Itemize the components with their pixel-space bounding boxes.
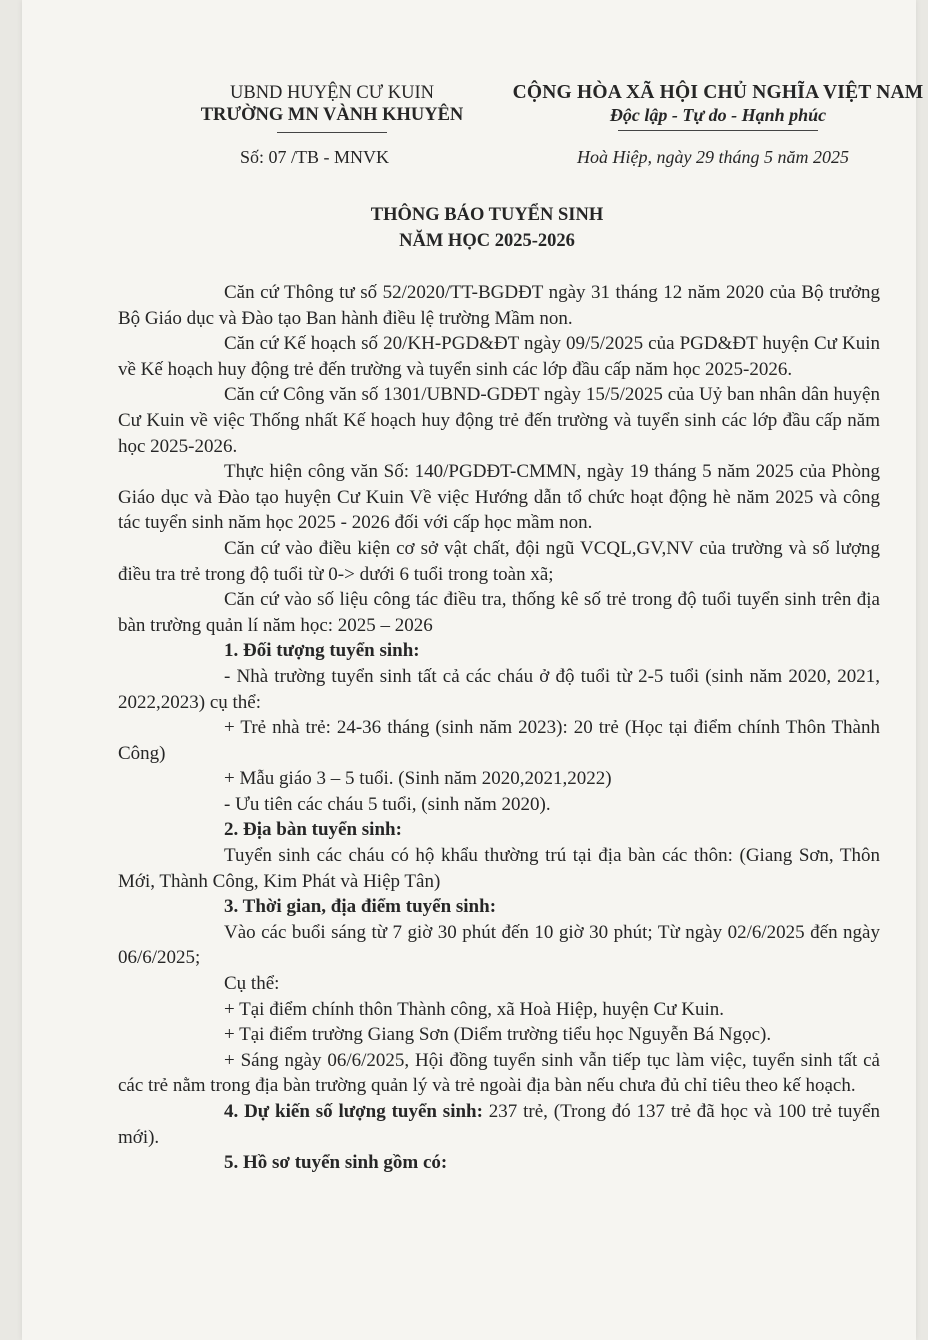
section-1-heading: 1. Đối tượng tuyển sinh: bbox=[224, 640, 420, 662]
national-motto bbox=[488, 82, 928, 131]
section-1-item: - Ưu tiên các cháu 5 tuổi, (sinh năm 2020). bbox=[224, 793, 551, 815]
section-3-item: + Sáng ngày 06/6/2025, Hội đồng tuyển sinh vẫn tiếp tục làm việc, tuyển sinh tất cả các trẻ nằm trong địa bàn trường quản lý và trẻ ngoài địa bàn nếu chưa đủ chỉ tiêu theo kế hoạch. bbox=[118, 1049, 880, 1097]
title-line-1: THÔNG BÁO TUYỂN SINH bbox=[370, 205, 604, 225]
issuing-authority bbox=[182, 82, 482, 133]
paragraph-legal-basis-1: Căn cứ Thông tư số 52/2020/TT-BGDĐT ngày 31 tháng 12 năm 2020 của Bộ trưởng Bộ Giáo dục và Đào tạo Ban hành điều lệ trường Mầm non. bbox=[118, 282, 880, 329]
section-4 bbox=[118, 1099, 880, 1150]
motto: Độc lập - Tự do - Hạnh phúc bbox=[609, 105, 827, 125]
document-number: Số: 07 /TB - MNVK bbox=[240, 147, 390, 167]
section-1-item: - Nhà trường tuyển sinh tất cả các cháu ở độ tuổi từ 2-5 tuổi (sinh năm 2020, 2021, 2022,2023) cụ thể: bbox=[118, 665, 880, 713]
motto-underline bbox=[618, 130, 818, 131]
authority-school: TRƯỜNG MN VÀNH KHUYÊN bbox=[200, 105, 464, 125]
paragraph-legal-basis-4: Thực hiện công văn Số: 140/PGDĐT-CMMN, ngày 19 tháng 5 năm 2025 của Phòng Giáo dục và Đào tạo huyện Cư Kuin Về việc Hướng dẫn tổ chức hoạt động hè năm 2025 và công tác tuyển sinh năm học 2025 - 2026 đối với cấp học mầm non. bbox=[118, 461, 880, 534]
document-body bbox=[118, 280, 880, 1176]
paragraph-legal-basis-6: Căn cứ vào số liệu công tác điều tra, thống kê số trẻ trong độ tuổi tuyển sinh trên địa bàn trường quản lí năm học: 2025 – 2026 bbox=[118, 589, 880, 636]
section-1-item: + Mẫu giáo 3 – 5 tuổi. (Sinh năm 2020,2021,2022) bbox=[224, 768, 612, 790]
country-name: CỘNG HÒA XÃ HỘI CHỦ NGHĨA VIỆT NAM bbox=[512, 82, 924, 103]
section-5-heading: 5. Hồ sơ tuyển sinh gồm có: bbox=[224, 1152, 448, 1174]
paragraph-legal-basis-3: Căn cứ Công văn số 1301/UBND-GDĐT ngày 15/5/2025 của Uỷ ban nhân dân huyện Cư Kuin về việc Thống nhất Kế hoạch huy động trẻ đến trường và tuyển sinh các lớp đầu cấp năm học 2025-2026. bbox=[118, 384, 880, 457]
authority-district: UBND HUYỆN CƯ KUIN bbox=[230, 83, 434, 103]
section-2-item: Tuyển sinh các cháu có hộ khẩu thường trú tại địa bàn các thôn: (Giang Sơn, Thôn Mới, Thành Công, Kim Phát và Hiệp Tân) bbox=[118, 845, 880, 892]
section-1-item: + Trẻ nhà trẻ: 24-36 tháng (sinh năm 2023): 20 trẻ (Học tại điểm chính Thôn Thành Công) bbox=[118, 717, 880, 764]
paragraph-legal-basis-5: Căn cứ vào điều kiện cơ sở vật chất, đội ngũ VCQL,GV,NV của trường và số lượng điều tra trẻ trong độ tuổi từ 0-> dưới 6 tuổi trong toàn xã; bbox=[118, 537, 880, 585]
section-4-text: 237 trẻ, (Trong đó 137 trẻ đã học và 100 trẻ tuyển mới). bbox=[118, 1101, 880, 1148]
section-3-item: + Tại điểm trường Giang Sơn (Diểm trường tiểu học Nguyễn Bá Ngọc). bbox=[224, 1024, 772, 1046]
paragraph-legal-basis-2: Căn cứ Kế hoạch số 20/KH-PGD&ĐT ngày 09/5/2025 của PGD&ĐT huyện Cư Kuin về Kế hoạch huy động trẻ đến trường và tuyển sinh các lớp đầu cấp năm học 2025-2026. bbox=[118, 333, 880, 380]
place-and-date: Hoà Hiệp, ngày 29 tháng 5 năm 2025 bbox=[577, 147, 849, 167]
document-title bbox=[222, 202, 752, 254]
section-3-item: Vào các buổi sáng từ 7 giờ 30 phút đến 10 giờ 30 phút; Từ ngày 02/6/2025 đến ngày 06/6/2025; bbox=[118, 921, 880, 969]
section-4-heading: 4. Dự kiến số lượng tuyển sinh: bbox=[224, 1101, 483, 1122]
section-3-heading: 3. Thời gian, địa điểm tuyển sinh: bbox=[224, 896, 497, 918]
authority-underline bbox=[277, 132, 387, 133]
document-page bbox=[22, 0, 924, 1340]
title-line-2: NĂM HỌC 2025-2026 bbox=[399, 231, 575, 251]
section-3-item: Cụ thể: bbox=[224, 973, 280, 995]
section-2-heading: 2. Địa bàn tuyển sinh: bbox=[224, 819, 402, 841]
section-3-item: + Tại điểm chính thôn Thành công, xã Hoà Hiệp, huyện Cư Kuin. bbox=[224, 998, 724, 1020]
